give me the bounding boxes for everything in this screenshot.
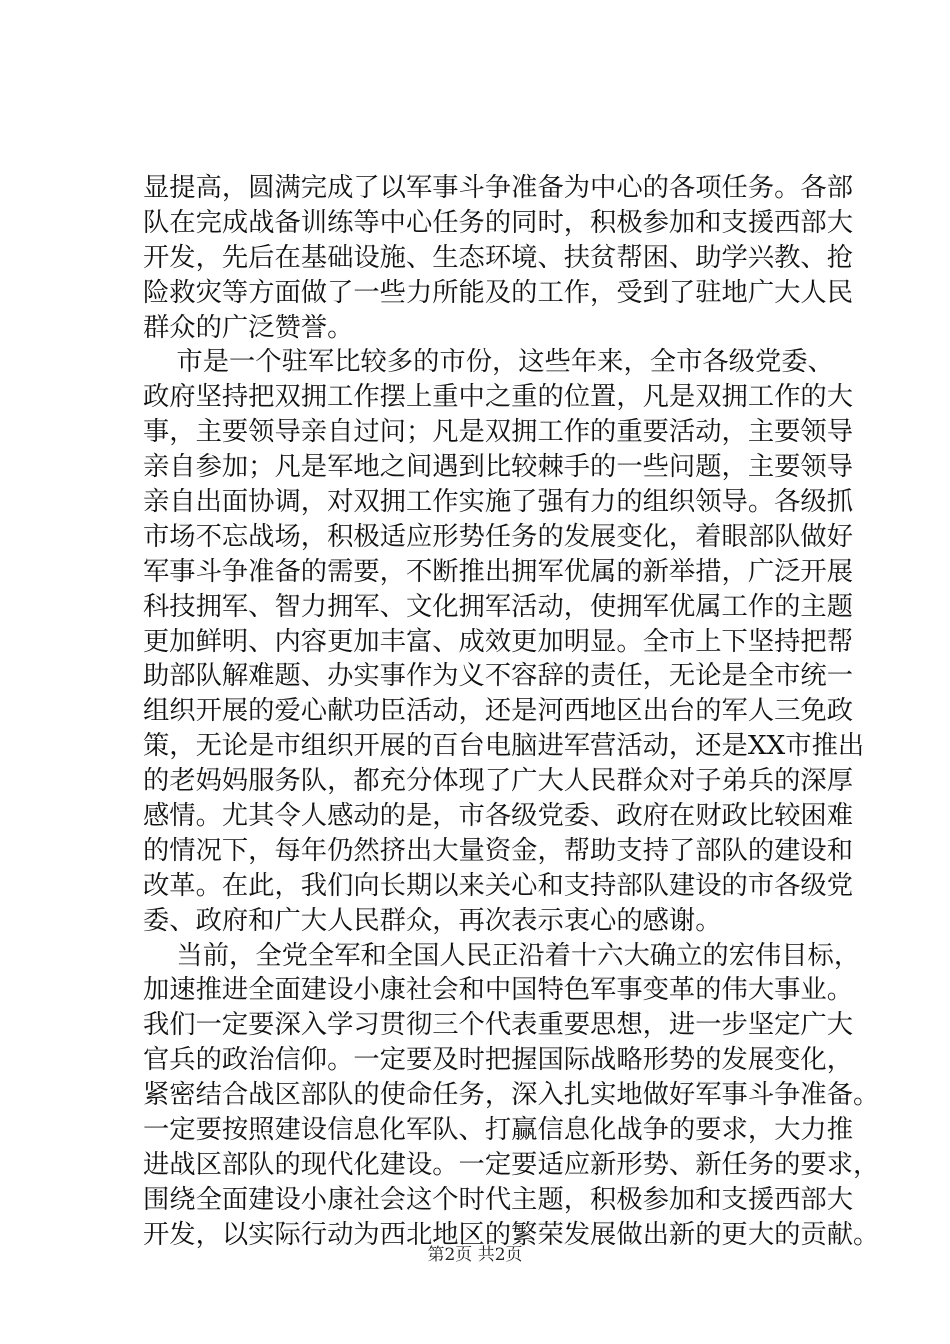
text-line: 事，主要领导亲自过问；凡是双拥工作的重要活动，主要领导	[143, 417, 854, 448]
text-line: 群众的广泛赞誉。	[143, 312, 354, 343]
text-line: 政府坚持把双拥工作摆上重中之重的位置，凡是双拥工作的大	[143, 382, 854, 413]
text-line: 策，无论是市组织开展的百台电脑进军营活动，还是XX市推出	[143, 731, 865, 762]
page-footer	[0, 1240, 950, 1265]
text-line: 一定要按照建设信息化军队、打赢信息化战争的要求，大力推	[143, 1115, 854, 1146]
page-number: 第2页 共2页	[427, 1245, 523, 1265]
text-line: 军事斗争准备的需要，不断推出拥军优属的新举措，广泛开展	[143, 556, 854, 587]
document-body	[143, 171, 880, 1253]
text-line: 市是一个驻军比较多的市份，这些年来，全市各级党委、	[143, 347, 834, 378]
text-line: 显提高，圆满完成了以军事斗争准备为中心的各项任务。各部	[143, 173, 854, 203]
text-line: 的情况下，每年仍然挤出大量资金，帮助支持了部队的建设和	[143, 835, 854, 866]
text-line: 开发，先后在基础设施、生态环境、扶贫帮困、助学兴教、抢	[143, 242, 854, 273]
text-line: 进战区部队的现代化建设。一定要适应新形势、新任务的要求，	[143, 1149, 880, 1180]
text-line: 我们一定要深入学习贯彻三个代表重要思想，进一步坚定广大	[143, 1010, 854, 1041]
text-line: 险救灾等方面做了一些力所能及的工作，受到了驻地广大人民	[143, 277, 854, 308]
text-line: 队在完成战备训练等中心任务的同时，积极参加和支援西部大	[143, 207, 854, 238]
text-line: 委、政府和广大人民群众，再次表示衷心的感谢。	[143, 905, 722, 936]
text-line: 组织开展的爱心献功臣活动，还是河西地区出台的军人三免政	[143, 696, 854, 727]
text-line: 助部队解难题、办实事作为义不容辞的责任，无论是全市统一	[143, 661, 854, 692]
text-line: 感情。尤其令人感动的是，市各级党委、政府在财政比较困难	[143, 801, 854, 832]
text-line: 更加鲜明、内容更加丰富、成效更加明显。全市上下坚持把帮	[143, 626, 854, 657]
text-line: 加速推进全面建设小康社会和中国特色军事变革的伟大事业。	[143, 975, 854, 1006]
paragraph-3	[143, 939, 880, 1253]
text-line: 科技拥军、智力拥军、文化拥军活动，使拥军优属工作的主题	[143, 591, 854, 622]
text-line: 亲自参加；凡是军地之间遇到比较棘手的一些问题，主要领导	[143, 452, 854, 483]
text-line: 市场不忘战场，积极适应形势任务的发展变化，着眼部队做好	[143, 521, 854, 552]
text-line: 开发，以实际行动为西北地区的繁荣发展做出新的更大的贡献。	[143, 1219, 880, 1250]
text-line: 改革。在此，我们向长期以来关心和支持部队建设的市各级党	[143, 870, 854, 901]
text-line: 亲自出面协调，对双拥工作实施了强有力的组织领导。各级抓	[143, 487, 854, 518]
text-line: 围绕全面建设小康社会这个时代主题，积极参加和支援西部大	[143, 1184, 854, 1215]
text-line: 当前，全党全军和全国人民正沿着十六大确立的宏伟目标，	[143, 940, 861, 971]
paragraph-1	[143, 171, 854, 345]
paragraph-2	[143, 345, 865, 938]
text-line: 的老妈妈服务队，都充分体现了广大人民群众对子弟兵的深厚	[143, 766, 854, 797]
text-line: 紧密结合战区部队的使命任务，深入扎实地做好军事斗争准备。	[143, 1080, 880, 1111]
text-line: 官兵的政治信仰。一定要及时把握国际战略形势的发展变化，	[143, 1045, 854, 1076]
